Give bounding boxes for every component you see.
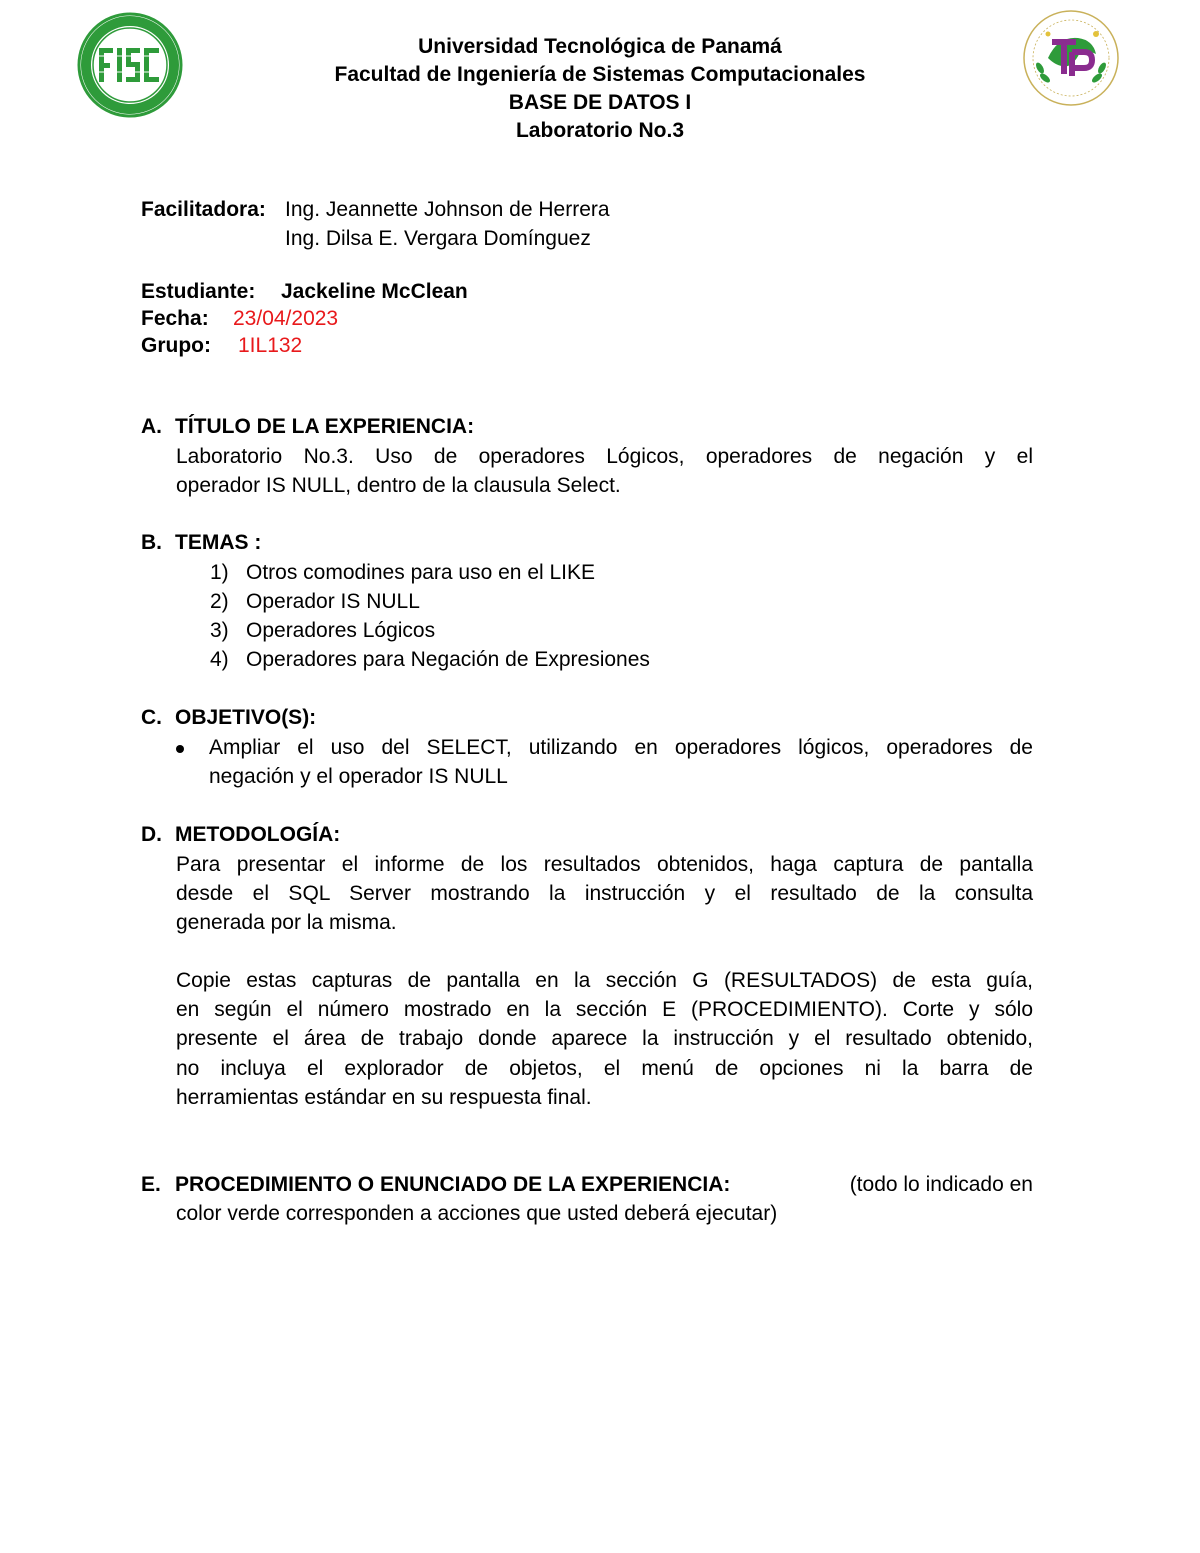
- fisc-logo: [77, 12, 183, 118]
- lab-title: Laboratorio No.3: [515, 119, 684, 142]
- student-name: Jackeline McClean: [281, 280, 468, 303]
- list-item: 2) Operador IS NULL: [210, 590, 420, 613]
- date-label: Fecha:: [141, 307, 209, 330]
- section-e-note-start: (todo lo indicado en: [849, 1173, 1033, 1196]
- methodology-paragraph-1: Para presentar el informe de los resultados obtenidos, haga captura de pantalla desde el SQL Server mostrando la instrucción y el resultado de la consulta generada por la misma.: [176, 853, 1033, 935]
- section-d-title: METODOLOGÍA:: [175, 823, 341, 846]
- facilitator-name-1: Ing. Jeannette Johnson de Herrera: [285, 198, 610, 221]
- list-item: 1) Otros comodines para uso en el LIKE: [210, 561, 596, 584]
- section-c-letter: C.: [141, 706, 162, 729]
- course-name: BASE DE DATOS I: [508, 91, 692, 114]
- group-value: 1IL132: [238, 334, 303, 357]
- section-c-heading: [141, 704, 316, 732]
- section-a-line: Laboratorio No.3. Uso de operadores Lógicos, operadores de negación y el: [176, 445, 1033, 468]
- section-a-letter: A.: [141, 415, 162, 438]
- student-label: Estudiante:: [141, 280, 256, 303]
- section-a-heading: [141, 413, 474, 441]
- section-a-title: TÍTULO DE LA EXPERIENCIA:: [175, 415, 475, 438]
- facilitator-name-2: Ing. Dilsa E. Vergara Domínguez: [285, 227, 591, 250]
- section-e-letter: E.: [141, 1173, 161, 1196]
- section-e-note-end: color verde corresponden a acciones que usted deberá ejecutar): [176, 1202, 778, 1225]
- section-b-heading: [141, 529, 261, 557]
- list-item: 3) Operadores Lógicos: [210, 619, 436, 642]
- section-c-title: OBJETIVO(S):: [175, 706, 317, 729]
- section-a-body: [176, 442, 1033, 500]
- section-d-heading: [141, 821, 340, 849]
- list-item: 4) Operadores para Negación de Expresiones: [210, 648, 650, 671]
- methodology-paragraph-2: Copie estas capturas de pantalla en la sección G (RESULTADOS) de esta guía, en según el número mostrado en la sección E (PROCEDIMIENTO). Corte y sólo presente el área de trabajo donde aparece la instrucción y el resultado obtenido, no incluya el explorador de objetos, el menú de opciones ni la barra de herramientas estándar en su respuesta final.: [176, 969, 1033, 1109]
- bullet-icon: [176, 745, 184, 753]
- section-b-title: TEMAS :: [175, 531, 262, 554]
- objective-text: Ampliar el uso del SELECT, utilizando en operadores lógicos, operadores de negación y el operador IS NULL: [209, 736, 1033, 788]
- section-a-line: operador IS NULL, dentro de la clausula Select.: [176, 474, 621, 498]
- section-b-letter: B.: [141, 531, 162, 554]
- section-d-letter: D.: [141, 823, 162, 846]
- date-value: 23/04/2023: [233, 307, 339, 330]
- faculty-name: Facultad de Ingeniería de Sistemas Computacionales: [334, 63, 866, 86]
- utp-logo: [1018, 8, 1124, 108]
- facilitator-label: Facilitadora:: [141, 198, 266, 221]
- topics-list: [210, 558, 650, 674]
- document-header: [200, 33, 1000, 145]
- section-e-title: PROCEDIMIENTO O ENUNCIADO DE LA EXPERIENCIA:: [175, 1173, 731, 1196]
- university-name: Universidad Tecnológica de Panamá: [418, 35, 782, 58]
- group-label: Grupo:: [141, 334, 211, 357]
